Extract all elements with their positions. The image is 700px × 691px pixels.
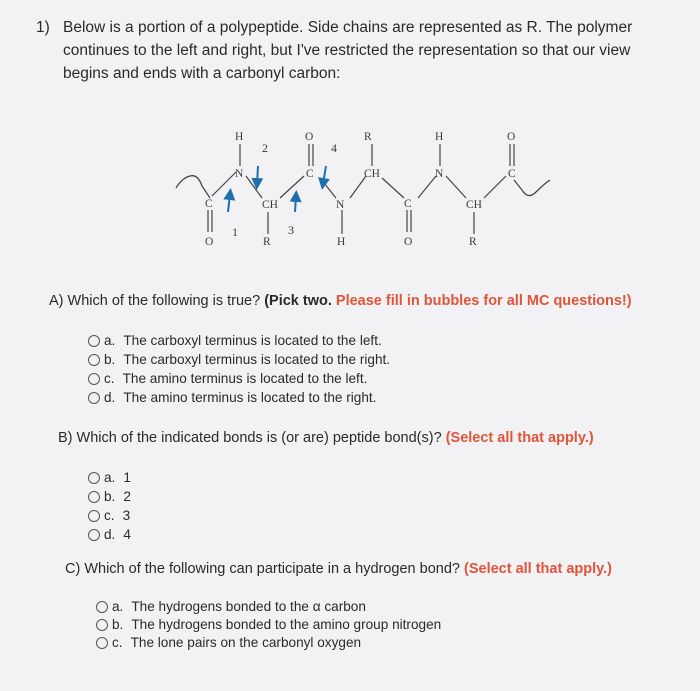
option-text: The carboxyl terminus is located to the right. xyxy=(123,352,391,367)
option-text: 3 xyxy=(122,508,131,523)
option-text: The amino terminus is located to the left. xyxy=(122,371,368,386)
option-letter: a. xyxy=(104,333,116,348)
bond-numbers xyxy=(232,141,337,239)
atom-n3: N xyxy=(435,168,444,180)
backbone-bonds xyxy=(202,144,522,234)
part-b-question: B) Which of the indicated bonds is (or are) peptide bond(s)? xyxy=(58,430,442,446)
option-text: The hydrogens bonded to the α carbon xyxy=(131,599,366,614)
option-text: 4 xyxy=(123,527,131,542)
atom-c4: C xyxy=(508,168,516,180)
radio-bubble[interactable] xyxy=(88,510,100,522)
atom-r3: R xyxy=(469,236,477,248)
atom-n2: N xyxy=(336,199,345,211)
radio-bubble[interactable] xyxy=(88,354,100,366)
part-a-option-a[interactable] xyxy=(88,333,382,348)
part-a-warning: Please fill in bubbles for all MC questions!) xyxy=(335,293,632,309)
part-a-instruction: (Pick two. xyxy=(264,293,332,309)
option-letter: c. xyxy=(104,508,115,523)
question-line-1: Below is a portion of a polypeptide. Side chains are represented as R. The polymer xyxy=(63,19,633,36)
radio-bubble[interactable] xyxy=(96,619,108,631)
atom-o1: O xyxy=(205,236,214,248)
part-a-prompt xyxy=(49,293,632,309)
part-c-instruction: (Select all that apply.) xyxy=(464,561,612,577)
atom-n1: N xyxy=(235,168,244,180)
bond-number-4: 4 xyxy=(331,141,337,155)
option-letter: b. xyxy=(104,352,116,367)
option-text: 2 xyxy=(123,489,131,504)
part-b-instruction: (Select all that apply.) xyxy=(445,430,594,446)
atom-o4: O xyxy=(507,131,516,143)
polypeptide-diagram xyxy=(0,0,700,260)
option-text: The carboxyl terminus is located to the left. xyxy=(123,333,382,348)
part-c-prompt xyxy=(65,561,612,577)
radio-bubble[interactable] xyxy=(96,637,108,649)
part-c-option-c[interactable] xyxy=(96,635,361,650)
right-squiggle xyxy=(522,180,550,196)
part-a-option-b[interactable] xyxy=(88,352,390,367)
part-b-option-d[interactable] xyxy=(88,527,131,542)
radio-bubble[interactable] xyxy=(96,601,108,613)
radio-bubble[interactable] xyxy=(88,373,100,385)
atom-ch2: CH xyxy=(364,168,380,180)
atom-c1: C xyxy=(205,198,213,210)
bond-number-1: 1 xyxy=(232,225,238,239)
option-text: The amino terminus is located to the right. xyxy=(123,390,377,405)
option-letter: b. xyxy=(112,617,124,632)
bond-number-2: 2 xyxy=(262,141,268,155)
radio-bubble[interactable] xyxy=(88,472,100,484)
part-b-option-b[interactable] xyxy=(88,489,131,504)
radio-bubble[interactable] xyxy=(88,335,100,347)
atom-ch1: CH xyxy=(262,199,278,211)
question-line-2: continues to the left and right, but I've restricted the representation so that our view xyxy=(63,42,631,59)
atom-ch3: CH xyxy=(466,199,482,211)
option-text: The lone pairs on the carbonyl oxygen xyxy=(130,635,362,650)
left-squiggle xyxy=(176,176,202,188)
option-letter: d. xyxy=(104,527,116,542)
part-c-option-b[interactable] xyxy=(96,617,441,632)
option-text: The hydrogens bonded to the amino group nitrogen xyxy=(131,617,442,632)
part-c-option-a[interactable] xyxy=(96,599,366,614)
option-letter: d. xyxy=(104,390,116,405)
atom-c3: C xyxy=(404,198,412,210)
part-b-option-c[interactable] xyxy=(88,508,130,523)
option-letter: c. xyxy=(104,371,115,386)
part-b-prompt xyxy=(58,430,594,446)
part-c-question: C) Which of the following can participate in a hydrogen bond? xyxy=(65,561,460,577)
question-line-3: begins and ends with a carbonyl carbon: xyxy=(63,65,341,82)
atom-h1: H xyxy=(235,131,244,143)
atom-o3: O xyxy=(404,236,413,248)
atom-h3: H xyxy=(435,131,444,143)
atom-h2: H xyxy=(337,236,346,248)
atom-r2: R xyxy=(263,236,271,248)
option-letter: b. xyxy=(104,489,116,504)
atom-labels xyxy=(205,131,516,248)
radio-bubble[interactable] xyxy=(88,491,100,503)
atom-c2: C xyxy=(306,168,314,180)
radio-bubble[interactable] xyxy=(88,529,100,541)
part-a-question: A) Which of the following is true? xyxy=(49,293,261,309)
part-a-option-c[interactable] xyxy=(88,371,367,386)
option-letter: c. xyxy=(112,635,123,650)
bond-number-3: 3 xyxy=(288,223,294,237)
atom-r1: R xyxy=(364,131,372,143)
part-b-option-a[interactable] xyxy=(88,470,131,485)
question-number: 1) xyxy=(36,19,50,36)
atom-o2: O xyxy=(305,131,314,143)
option-text: 1 xyxy=(123,470,131,485)
option-letter: a. xyxy=(112,599,124,614)
part-a-option-d[interactable] xyxy=(88,390,376,405)
option-letter: a. xyxy=(104,470,116,485)
radio-bubble[interactable] xyxy=(88,392,100,404)
